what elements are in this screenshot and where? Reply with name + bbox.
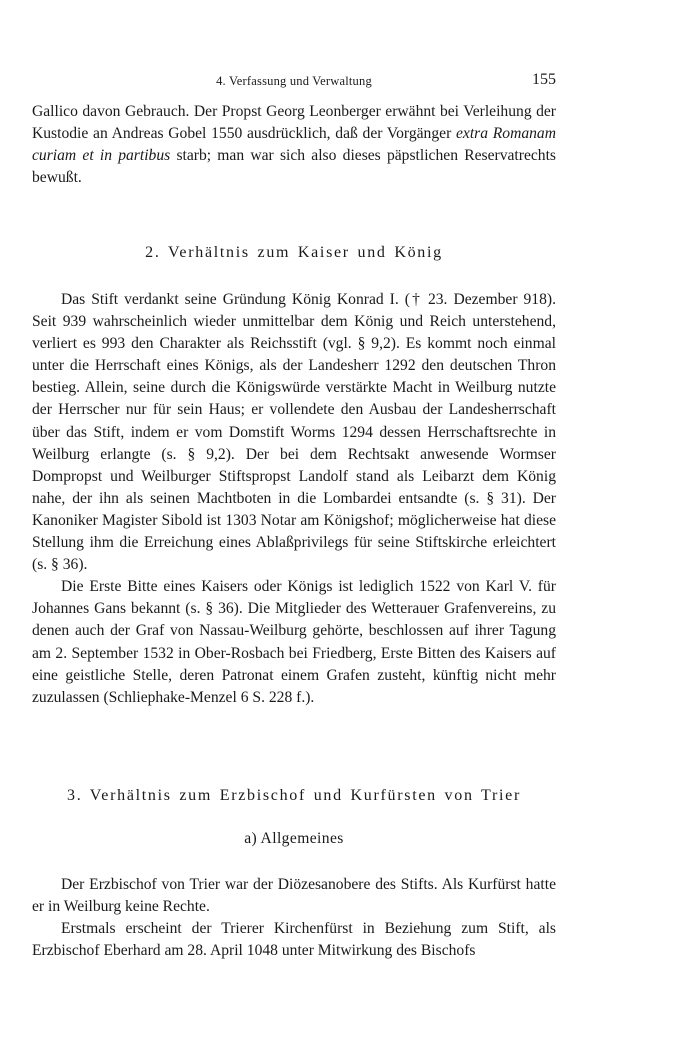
section-3-paragraph-2: Erstmals erscheint der Trierer Kirchenfürst in Beziehung zum Stift, als Erzbischof Eberhard am 28. April 1048 unter Mitwirkung des Bischofs: [32, 920, 556, 960]
page-number: 155: [532, 71, 556, 88]
section-3-heading: 3. Verhältnis zum Erzbischof und Kurfürsten von Trier: [67, 787, 521, 804]
section-2-heading: 2. Verhältnis zum Kaiser und König: [145, 244, 443, 261]
running-head: [32, 71, 556, 91]
intro-paragraph: [32, 101, 556, 189]
section-3-body: [32, 874, 556, 962]
intro-italic-phrase: extra Romanam curiam et in partibus: [32, 125, 556, 165]
intro-text-before-italic: Gallico davon Gebrauch. Der Propst Georg Leonberger erwähnt bei Verleihung der Kustodie an Andreas Gobel 1550 ausdrücklich, daß der Vorgänger: [32, 103, 556, 143]
intro-text-after-italic: starb; man war sich also dieses päpstlichen Reservatrechts bewußt.: [32, 147, 556, 187]
section-2-paragraph-2: Die Erste Bitte eines Kaisers oder Königs ist lediglich 1522 von Karl V. für Johannes Gans bekannt (s. § 36). Die Mitglieder des Wetterauer Grafenvereins, zu denen auch der Graf von Nassau-Weilburg gehörte, beschlossen auf ihrer Tagung am 2. September 1532 in Ober-Rosbach bei Friedberg, Erste Bitten des Kaisers auf eine geistliche Stelle, deren Patronat einem Grafen zusteht, künftig nicht mehr zuzulassen (Schliephake-Menzel 6 S. 228 f.).: [32, 578, 556, 706]
section-3-subheading: a) Allgemeines: [244, 830, 344, 847]
running-title: 4. Verfassung und Verwaltung: [216, 74, 372, 88]
section-3-paragraph-1: Der Erzbischof von Trier war der Diözesanobere des Stifts. Als Kurfürst hatte er in Weilburg keine Rechte.: [32, 876, 556, 916]
section-2-body: [32, 289, 556, 709]
intro-paragraph-block: [32, 101, 556, 189]
section-2-paragraph-1: Das Stift verdankt seine Gründung König Konrad I. († 23. Dezember 918). Seit 939 wahrscheinlich wieder unmittelbar dem König und Reich unterstehend, verliert es 993 den Charakter als Reichsstift (vgl. § 9,2). Es kommt noch einmal unter die Herrschaft eines Königs, als der Landesherr 1292 den deutschen Thron bestieg. Allein, seine durch die Königswürde verstärkte Macht in Weilburg nutzte der Herrscher nur für sein Haus; er vollendete den Ausbau der Landesherrschaft über das Stift, indem er vom Domstift Worms 1294 dessen Herrschaftsrechte in Weilburg erlangte (s. § 9,2). Der bei dem Rechtsakt anwesende Wormser Dompropst und Weilburger Stiftspropst Landolf stand als Leibarzt dem König nahe, der ihn als seinen Machtboten in die Lombardei entsandte (s. § 31). Der Kanoniker Magister Sibold ist 1303 Notar am Königshof; möglicherweise hat diese Stellung ihm die Erreichung eines Ablaßprivilegs für seine Stiftskirche erleichtert (s. § 36).: [32, 291, 556, 574]
